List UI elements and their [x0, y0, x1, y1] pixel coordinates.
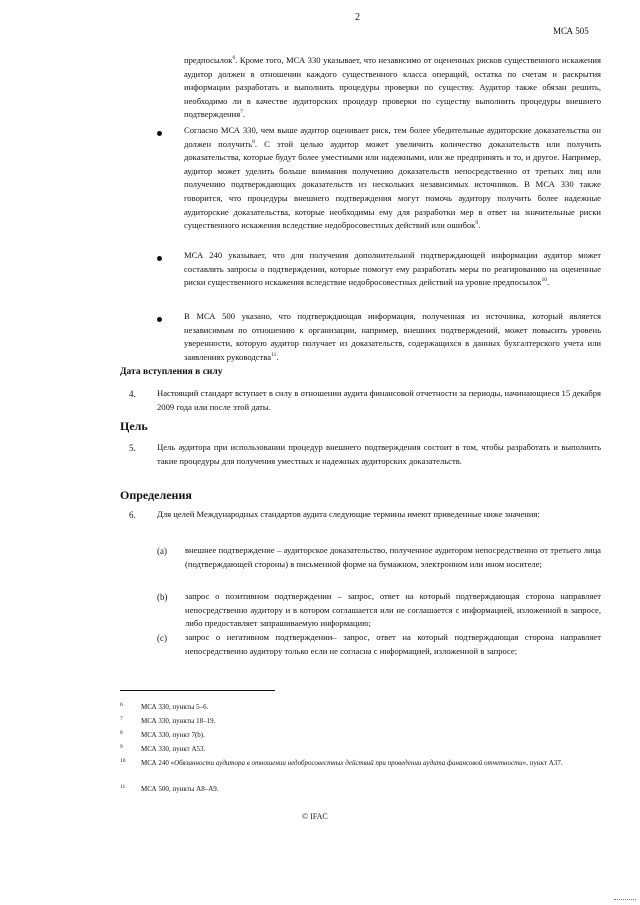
footnote-number: 10: [120, 758, 126, 764]
footnote-text: МСА 330, пункт 7(b).: [141, 731, 205, 739]
footnote-text: МСА 330, пункт А53.: [141, 745, 206, 753]
bullet-paragraph: В МСА 500 указано, что подтверждающая информация, полученная из источника, который является независимым по отношению к организации, например, внешних подтверждений, может повысить уровень уверенности, которую аудитор получает из доказательств, содержащихся в данных бухгалтерского учета или заявлениях руководства$^{11}$.: [184, 311, 601, 362]
bullet-paragraph: МСА 240 указывает, что для получения дополнительной подтверждающей информации аудитор может составлять запросы о подтверждении, которые помогут ему разработать меры по реагированию на оцененные риски существенного искажения вследствие недобросовестных действий на уровне предпосылок$^{10}$.: [184, 250, 601, 288]
bullet-marker: [157, 256, 162, 261]
footnote-text: МСА 330, пункты 18–19.: [141, 717, 216, 725]
page-corner-mark: [614, 899, 636, 901]
definition-label: (c): [157, 633, 167, 643]
definition-item: запрос о негативном подтверждении– запрос, ответ на который подтверждающая сторона направляет непосредственно аудитору только если не согласна с информацией, изложенной в запросе;: [185, 632, 601, 656]
section-heading-objective: Цель: [120, 419, 148, 433]
effective-date-text: Настоящий стандарт вступает в силу в отношении аудита финансовой отчетности за периоды, начинающиеся 15 декабря 2009 года или после этой даты.: [157, 388, 601, 412]
definitions-intro: Для целей Международных стандартов аудита следующие термины имеют приведенные ниже значения:: [157, 509, 540, 519]
paragraph-number: 4.: [129, 389, 136, 399]
section-heading-definitions: Определения: [120, 488, 192, 502]
objective-text: Цель аудитора при использовании процедур внешнего подтверждения состоит в том, чтобы разработать и выполнить такие процедуры для получения уместных и надежных аудиторских доказательств.: [157, 442, 601, 466]
footnote-text: МСА 500, пункты А8–А9.: [141, 785, 219, 793]
footnote-number: 6: [120, 702, 123, 708]
section-heading-effective-date: Дата вступления в силу: [120, 367, 223, 377]
footnote-separator: [120, 690, 275, 691]
page-number: 2: [355, 12, 360, 23]
standard-code: МСА 505: [553, 26, 589, 36]
intro-paragraph: предпосылок$^6$. Кроме того, МСА 330 указывает, что независимо от оцененных рисков существенного искажения аудитор должен в отношении каждого существенного класса операций, остатка по счетам и раскрытия информации разработать и выполнить процедуры проверки по существу. Аудитор также обязан решить, необходимо ли в качестве аудиторских процедур проверки по существу выполнить процедуры внешнего подтверждения$^7$.: [184, 55, 601, 120]
definition-item: внешнее подтверждение – аудиторское доказательство, полученное аудитором непосредственно от третьего лица (подтверждающей стороны) в письменной форме на бумажном, электронном или ином носителе;: [185, 545, 601, 569]
footnote-number: 7: [120, 716, 123, 722]
paragraph-number: 6.: [129, 510, 136, 520]
footnote-text: МСА 330, пункты 5–6.: [141, 703, 209, 711]
footnote-number: 8: [120, 730, 123, 736]
footnote-number: 9: [120, 744, 123, 750]
definition-label: (b): [157, 592, 168, 602]
definition-label: (a): [157, 546, 167, 556]
definition-item: запрос о позитивном подтверждении – запрос, ответ на который подтверждающая сторона направляет непосредственно аудитору и в котором соглашается или не соглашается с информацией, изложенной в запросе, либо предоставляет запрашиваемую информацию;: [185, 591, 601, 629]
bullet-marker: [157, 317, 162, 322]
footnote-number: 11: [120, 784, 126, 790]
footnote-text: МСА 240 «Обязанности аудитора в отношении недобросовестных действий при проведении аудита финансовой отчетности», пункт А37.: [141, 759, 563, 767]
bullet-marker: [157, 131, 162, 136]
bullet-paragraph: Согласно МСА 330, чем выше аудитор оценивает риск, тем более убедительные аудиторские доказательства он должен получить$^8$. С этой целью аудитор может увеличить количество доказательств или получить доказательства, которые будут более уместными или надежными, или же предпринять и то, и другое. Например, аудитор может уделить больше внимания получению доказательств непосредственно от третьих лиц или получению подтверждающих доказательств из нескольких независимых источников. В МСА 330 также говорится, что процедуры внешнего подтверждения могут помочь аудитору получить более надежные аудиторские доказательства, которые необходимы ему для разработки мер в ответ на значительные риски существенного искажения вследствие недобросовестных действий или ошибок$^9$.: [184, 125, 601, 231]
paragraph-number: 5.: [129, 443, 136, 453]
copyright-footer: © IFAC: [302, 812, 328, 821]
